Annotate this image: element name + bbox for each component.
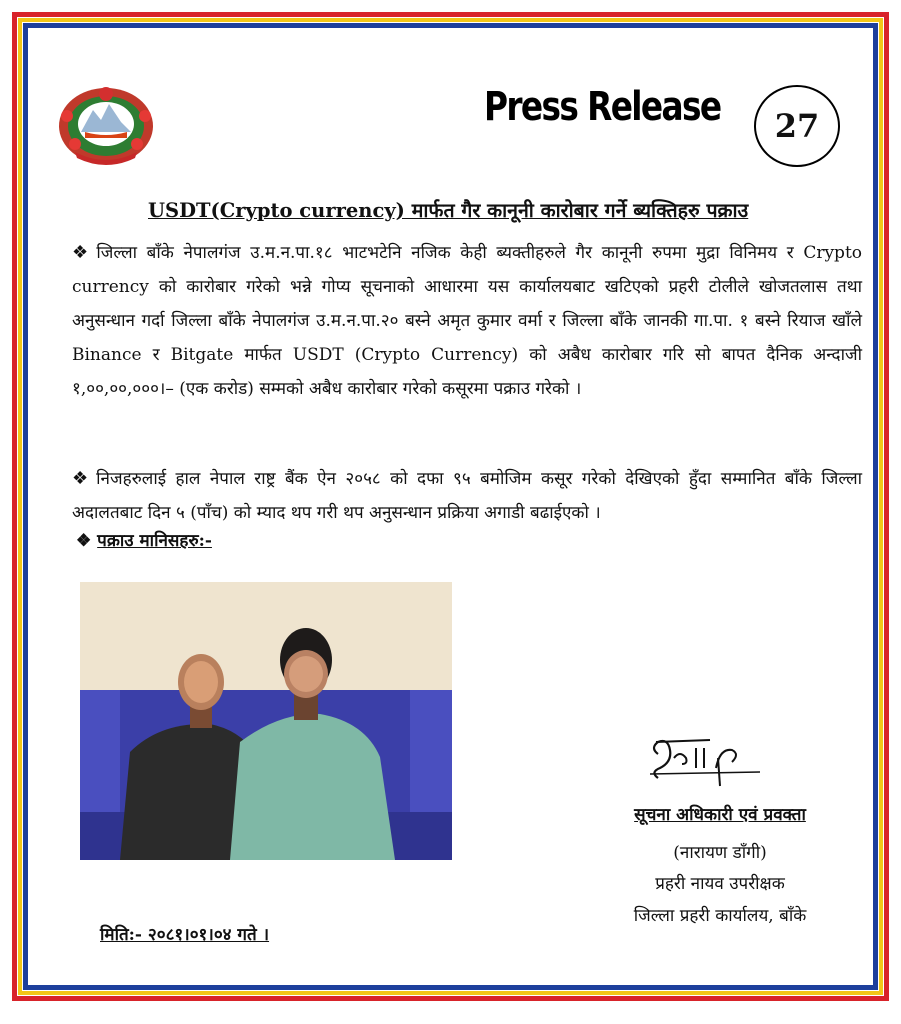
handwritten-signature-icon xyxy=(640,728,780,788)
paragraph-1-text: जिल्ला बाँके नेपालगंज उ.म.न.पा.१८ भाटभटेनि नजिक केही ब्यक्तीहरुले गैर कानूनी रुपमा मुद्रा विनिमय र Crypto currency को कारोबार गरेको भन्ने गोप्य सूचनाको आधारमा यस कार्यालयबाट खटिएको प्रहरी टोलीले खोजतलास तथा अनुसन्धान गर्दा जिल्ला बाँके नेपालगंज उ.म.न.पा.२० बस्ने अमृत कुमार वर्मा र जिल्ला बाँके जानकी गा.पा. १ बस्ने रियाज खाँले Binance र Bitgate मार्फत USDT (Crypto Currency) को अबैध कारोबार गरि सो बापत दैनिक अन्दाजी १,००,००,०००।– (एक करोड) सम्मको अबैध कारोबार गरेको कसूरमा पक्राउ गरेको । xyxy=(72,243,863,399)
diamond-bullet-icon: ❖ xyxy=(72,242,93,263)
arrested-label: पक्राउ मानिसहरु:- xyxy=(97,531,212,551)
signatory-rank: प्रहरी नायव उपरीक्षक xyxy=(655,874,785,894)
paragraph-2-text: निजहरुलाई हाल नेपाल राष्ट्र बैंक ऐन २०५८ को दफा ९५ बमोजिम कसूर गरेको देखिएको हुँदा सम्मानित बाँके जिल्ला अदालतबाट दिन ५ (पाँच) को म्याद थप गरी थप अनुसन्धान प्रक्रिया अगाडी बढाईएको । xyxy=(72,469,863,523)
signatory-title: सूचना अधिकारी एवं प्रवक्ता xyxy=(634,805,806,825)
signatory-office: जिल्ला प्रहरी कार्यालय, बाँके xyxy=(633,906,807,926)
paragraph-2 xyxy=(72,462,862,530)
diamond-bullet-icon: ❖ xyxy=(76,531,92,551)
release-number xyxy=(754,85,840,167)
headline: USDT(Crypto currency) मार्फत गैर कानूनी कारोबार गर्ने ब्यक्तिहरु पक्राउ xyxy=(148,199,749,222)
signatory-name: (नारायण डाँगी) xyxy=(673,843,767,863)
press-release-title: Press Release xyxy=(484,84,721,130)
arrested-persons-photo xyxy=(80,582,452,860)
release-number-text: 27 xyxy=(774,107,820,145)
paragraph-1 xyxy=(72,236,862,406)
diamond-bullet-icon: ❖ xyxy=(72,468,93,489)
arrested-heading xyxy=(76,528,212,551)
release-date: मिति:- २०८१।०१।०४ गते । xyxy=(100,925,270,945)
nepal-emblem-icon xyxy=(55,80,157,168)
